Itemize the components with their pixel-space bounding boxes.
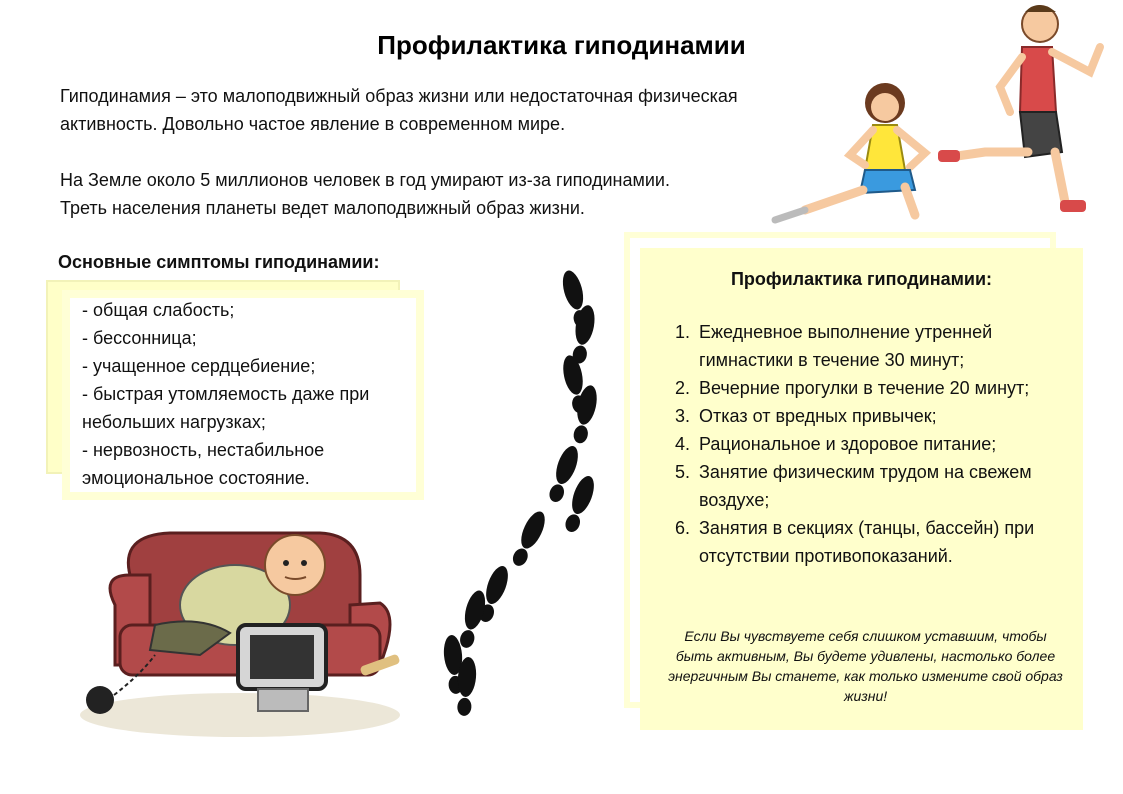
prevention-heading: Профилактика гиподинамии: [730, 269, 993, 289]
intro-paragraph [60, 82, 738, 138]
motivation-note: Если Вы чувствуете себя слишком уставшим, чтобы быть активным, Вы будете удивлены, настолько более энергичным Вы станете, как только измените свой образ жизни! [668, 628, 1063, 704]
prevention-item: 2. Вечерние прогулки в течение 20 минут; [675, 378, 1030, 398]
symptoms-list [82, 296, 422, 492]
prevention-list [675, 318, 1065, 570]
symptom-item: - учащенное сердцебиение; [82, 356, 316, 376]
prevention-item: 6. Занятия в секциях (танцы, бассейн) при отсутствии противопоказаний. [675, 518, 1035, 566]
page-title: Профилактика гиподинамии [377, 30, 746, 60]
stats-line-1: На Земле около 5 миллионов человек в год умирают из-за гиподинамии. [60, 170, 670, 190]
prevention-item: 5. Занятие физическим трудом на свежем воздухе; [675, 462, 1032, 510]
intro-line-2: активность. Довольно частое явление в современном мире. [60, 114, 566, 134]
stats-line-2: Треть населения планеты ведет малоподвижный образ жизни. [60, 198, 585, 218]
couch-potato-illustration [60, 515, 420, 745]
prevention-item: 4. Рациональное и здоровое питание; [675, 434, 997, 454]
prevention-item: 1. Ежедневное выполнение утренней гимнастики в течение 30 минут; [675, 322, 993, 370]
symptom-item: - нервозность, нестабильное эмоциональное состояние. [82, 440, 325, 488]
footprints-illustration [435, 265, 625, 735]
running-man-illustration [930, 2, 1120, 227]
intro-line-1: Гиподинамия – это малоподвижный образ жизни или недостаточная физическая [60, 86, 738, 106]
stretching-woman-illustration [765, 75, 945, 225]
stats-paragraph [60, 166, 670, 222]
symptom-item: - быстрая утомляемость даже при небольших нагрузках; [82, 384, 370, 432]
prevention-item: 3. Отказ от вредных привычек; [675, 406, 937, 426]
symptom-item: - бессонница; [82, 328, 197, 348]
symptoms-heading: Основные симптомы гиподинамии: [58, 252, 380, 272]
symptom-item: - общая слабость; [82, 300, 235, 320]
